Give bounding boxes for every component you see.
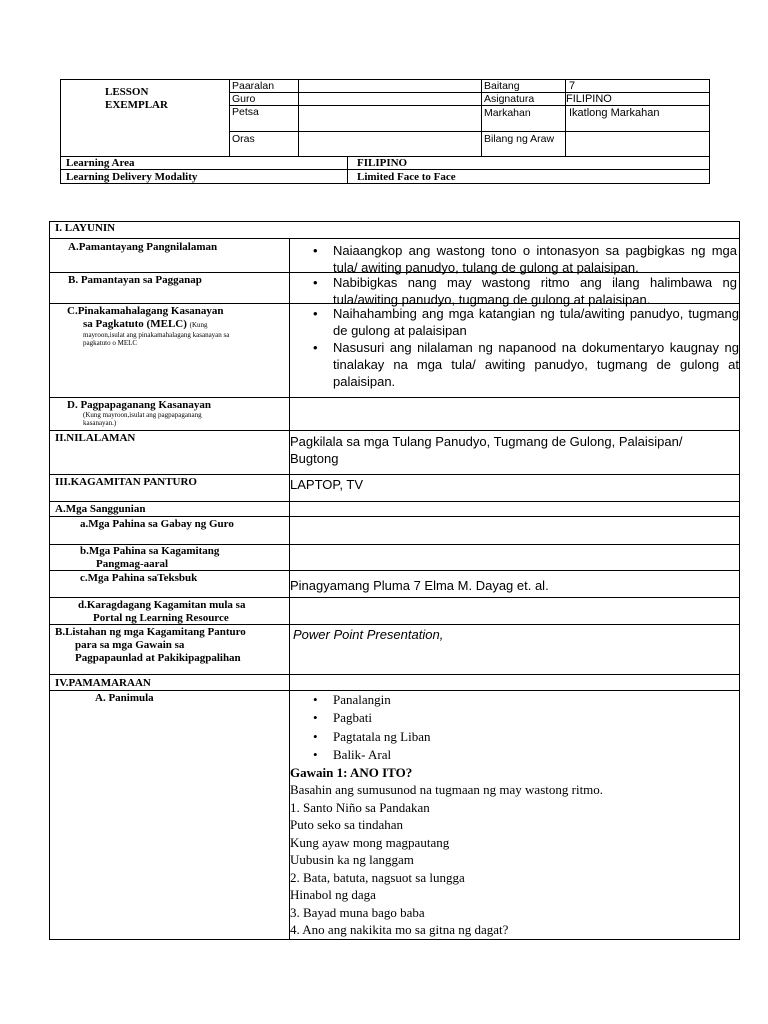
melc-list — [309, 305, 739, 390]
list-item: • Nasusuri ang nilalaman ng napanood na dokumentaryo kaugnay ng tinalakay na mga tula/ awiting panudyo, tugmang de gulong at palaisipan. — [309, 339, 739, 390]
markahan-value: Ikatlong Markahan — [569, 107, 660, 119]
melc-label-line1: C.Pinakamahalagang Kasanayan — [67, 305, 224, 317]
gawain-line: Puto seko sa tindahan — [290, 817, 404, 832]
pamantayan-pagganap-list — [309, 274, 737, 308]
asignatura-value: FILIPINO — [566, 93, 612, 105]
kagamitang-label-line2: Pangmag-aaral — [96, 558, 169, 570]
listahan-label-line2: para sa mga Gawain sa — [75, 639, 185, 651]
gabay-guro-label: a.Mga Pahina sa Gabay ng Guro — [80, 518, 234, 530]
list-item: • Pagbati — [309, 709, 729, 727]
layunin-heading: I. LAYUNIN — [55, 222, 116, 234]
kagamitan-panturo-label: III.KAGAMITAN PANTURO — [55, 476, 197, 488]
list-item: • Panalangin — [309, 691, 729, 709]
baitang-value: 7 — [569, 80, 576, 92]
gawain-line: Basahin ang sumusunod na tugmaan ng may wastong ritmo. — [290, 782, 604, 797]
melc-label-line2: sa Pagkatuto (MELC) — [83, 318, 187, 330]
petsa-label: Petsa — [232, 106, 259, 118]
list-item: • Nabibigkas nang may wastong ritmo ang ilang halimbawa ng tula/awiting panudyo, tugmang de gulong at palaisipan. — [309, 274, 737, 308]
gawain-line: 1. Santo Niño sa Pandakan — [290, 799, 430, 815]
gawain-line: 4. Ano ang nakikita mo sa gitna ng dagat? — [290, 922, 509, 937]
gawain-line: Kung ayaw mong magpautang — [290, 834, 450, 850]
bilang-label: Bilang ng Araw — [484, 133, 555, 145]
list-item: • Naihahambing ang mga katangian ng tula/awiting panudyo, tugmang de gulong at palaisipan — [309, 305, 739, 339]
listahan-label-line3: Pagpapaunlad at Pakikipagpalihan — [75, 652, 241, 664]
teksbuk-value: Pinagyamang Pluma 7 Elma M. Dayag et. al. — [290, 578, 549, 593]
nilalaman-value: Pagkilala sa mga Tulang Panudyo, Tugmang de Gulong, Palaisipan/ Bugtong — [290, 434, 683, 466]
melc-note-inline: (Kung — [189, 321, 208, 329]
pamantayang-pangnilalaman-list — [309, 242, 737, 276]
pamantayang-pangnilalaman-label: A.Pamantayang Pangnilalaman — [68, 241, 218, 253]
gawain-line: 2. Bata, batuta, nagsuot sa lungga — [290, 869, 465, 885]
karagdagan-label-line2: Portal ng Learning Resource — [93, 612, 229, 624]
paaralan-label: Paaralan — [232, 80, 275, 92]
kagamitan-panturo-value: LAPTOP, TV — [290, 477, 363, 492]
oras-label: Oras — [232, 133, 255, 145]
gawain-title: Gawain 1: ANO ITO? — [290, 765, 413, 780]
gawain-content — [290, 781, 603, 939]
kagamitang-label-line1: b.Mga Pahina sa Kagamitang — [80, 545, 220, 557]
learning-area-label: Learning Area — [66, 157, 135, 169]
listahan-label-line1: B.Listahan ng mga Kagamitang Panturo — [55, 626, 246, 638]
baitang-label: Baitang — [484, 80, 520, 92]
panimula-list — [309, 691, 729, 764]
list-item: • Balik- Aral — [309, 746, 729, 764]
pamantayan-pagganap-label: B. Pamantayan sa Pagganap — [68, 274, 202, 286]
gawain-line: Hinabol ng daga — [290, 887, 376, 902]
learning-area-value: FILIPINO — [357, 157, 408, 169]
listahan-value: Power Point Presentation, — [293, 627, 444, 642]
modality-label: Learning Delivery Modality — [66, 171, 198, 183]
karagdagan-label-line1: d.Karagdagang Kagamitan mula sa — [78, 599, 246, 611]
lesson-title-line1: LESSON — [105, 86, 149, 98]
guro-label: Guro — [232, 93, 256, 105]
melc-note: mayroon,isulat ang pinakamahalagang kasanayan sa pagkatuto o MELC — [83, 331, 230, 347]
pagpapaganang-kasanayan-label: D. Pagpapaganang Kasanayan — [67, 399, 211, 411]
sanggunian-label: A.Mga Sanggunian — [55, 503, 146, 515]
modality-value: Limited Face to Face — [357, 171, 456, 183]
gawain-line: Uubusin ka ng langgam — [290, 852, 414, 867]
markahan-label: Markahan — [484, 107, 531, 119]
pagpapaganang-kasanayan-note: (Kung mayroon,isulat ang pagpapaganang kasanayan.) — [83, 411, 202, 427]
lesson-title-line2: EXEMPLAR — [105, 99, 168, 111]
pamamaraan-label: IV.PAMAMARAAN — [55, 677, 151, 689]
teksbuk-label: c.Mga Pahina saTeksbuk — [80, 572, 198, 584]
asignatura-label: Asignatura — [484, 93, 535, 105]
panimula-label: A. Panimula — [95, 692, 154, 704]
gawain-line: 3. Bayad muna bago baba — [290, 904, 425, 920]
melc-label-line2-wrap — [83, 318, 208, 331]
list-item: • Pagtatala ng Liban — [309, 728, 729, 746]
nilalaman-label: II.NILALAMAN — [55, 432, 136, 444]
list-item: • Naiaangkop ang wastong tono o intonasyon sa pagbigkas ng mga tula/ awiting panudyo, tulang de gulong at palaisipan. — [309, 242, 737, 276]
